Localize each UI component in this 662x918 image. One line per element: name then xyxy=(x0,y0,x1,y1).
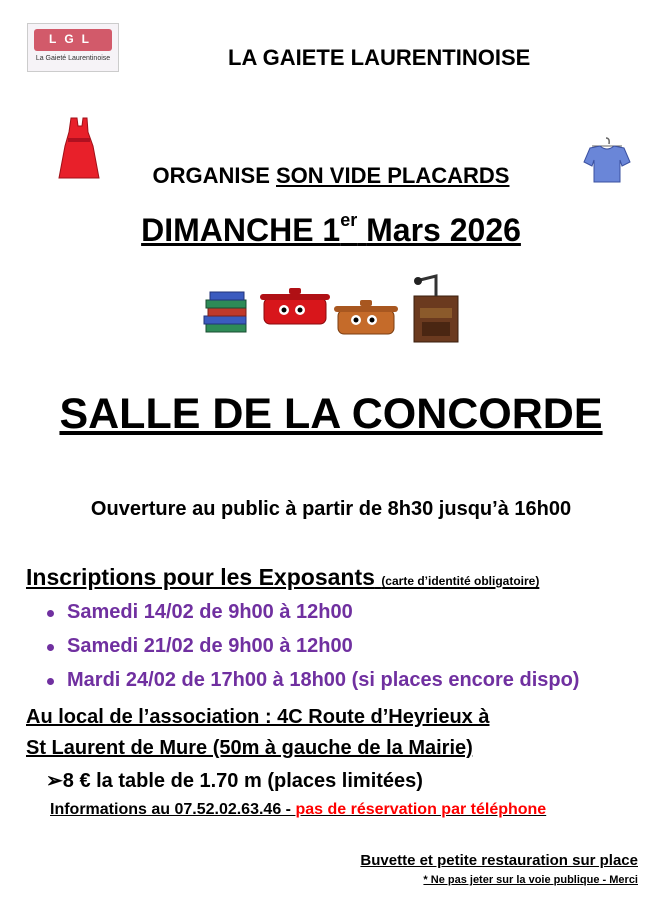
session-text: Mardi 24/02 de 17h00 à 18h00 (si places encore dispo) xyxy=(67,669,580,691)
red-pot-icon xyxy=(260,288,330,324)
copper-pot-icon xyxy=(334,300,398,334)
books-icon xyxy=(204,292,246,332)
headline-prefix: ORGANISE xyxy=(152,163,270,188)
logo-letters: LGL xyxy=(49,32,97,46)
headline-event: SON VIDE PLACARDS xyxy=(276,163,510,188)
info-warning: pas de réservation par téléphone xyxy=(295,801,547,818)
bullet-icon xyxy=(47,610,54,617)
household-items-clipart xyxy=(200,272,480,350)
address-line-1: Au local de l’association : 4C Route d’Heyrieux à xyxy=(26,706,490,728)
address-line-2: St Laurent de Mure (50m à gauche de la Mairie) xyxy=(26,737,473,759)
bullet-icon xyxy=(47,678,54,685)
footer-disclaimer: * Ne pas jeter sur la voie publique - Merci xyxy=(423,874,638,886)
info-phone: Informations au 07.52.02.63.46 - xyxy=(50,801,291,818)
date-rest: Mars 2026 xyxy=(366,212,521,248)
registration-note: (carte d’identité obligatoire) xyxy=(381,574,540,588)
event-headline xyxy=(0,163,662,189)
association-logo xyxy=(27,23,119,72)
date-superscript: er xyxy=(340,210,358,230)
date-day: DIMANCHE 1 xyxy=(141,212,341,248)
arrow-bullet-icon: ➢ xyxy=(46,770,63,792)
price-line xyxy=(46,768,423,793)
session-item xyxy=(42,635,579,669)
organization-title: LA GAIETE LAURENTINOISE xyxy=(228,45,531,70)
bullet-icon xyxy=(47,644,54,651)
price-text: 8 € la table de 1.70 m (places limitées) xyxy=(62,770,423,792)
session-text: Samedi 21/02 de 9h00 à 12h00 xyxy=(67,635,353,657)
session-item xyxy=(42,669,579,703)
session-text: Samedi 14/02 de 9h00 à 12h00 xyxy=(67,601,353,623)
coffee-grinder-icon xyxy=(414,276,458,342)
buvette-note: Buvette et petite restauration sur place xyxy=(360,852,638,869)
session-item xyxy=(42,601,579,635)
registration-heading xyxy=(26,564,539,591)
venue-name: SALLE DE LA CONCORDE xyxy=(59,390,603,438)
event-date xyxy=(0,212,662,249)
info-line xyxy=(50,801,546,819)
registration-sessions xyxy=(42,601,579,703)
logo-name: La Gaieté Laurentinoise xyxy=(35,55,111,62)
opening-hours: Ouverture au public à partir de 8h30 jusqu’à 16h00 xyxy=(90,498,572,520)
registration-title: Inscriptions pour les Exposants xyxy=(26,564,375,590)
